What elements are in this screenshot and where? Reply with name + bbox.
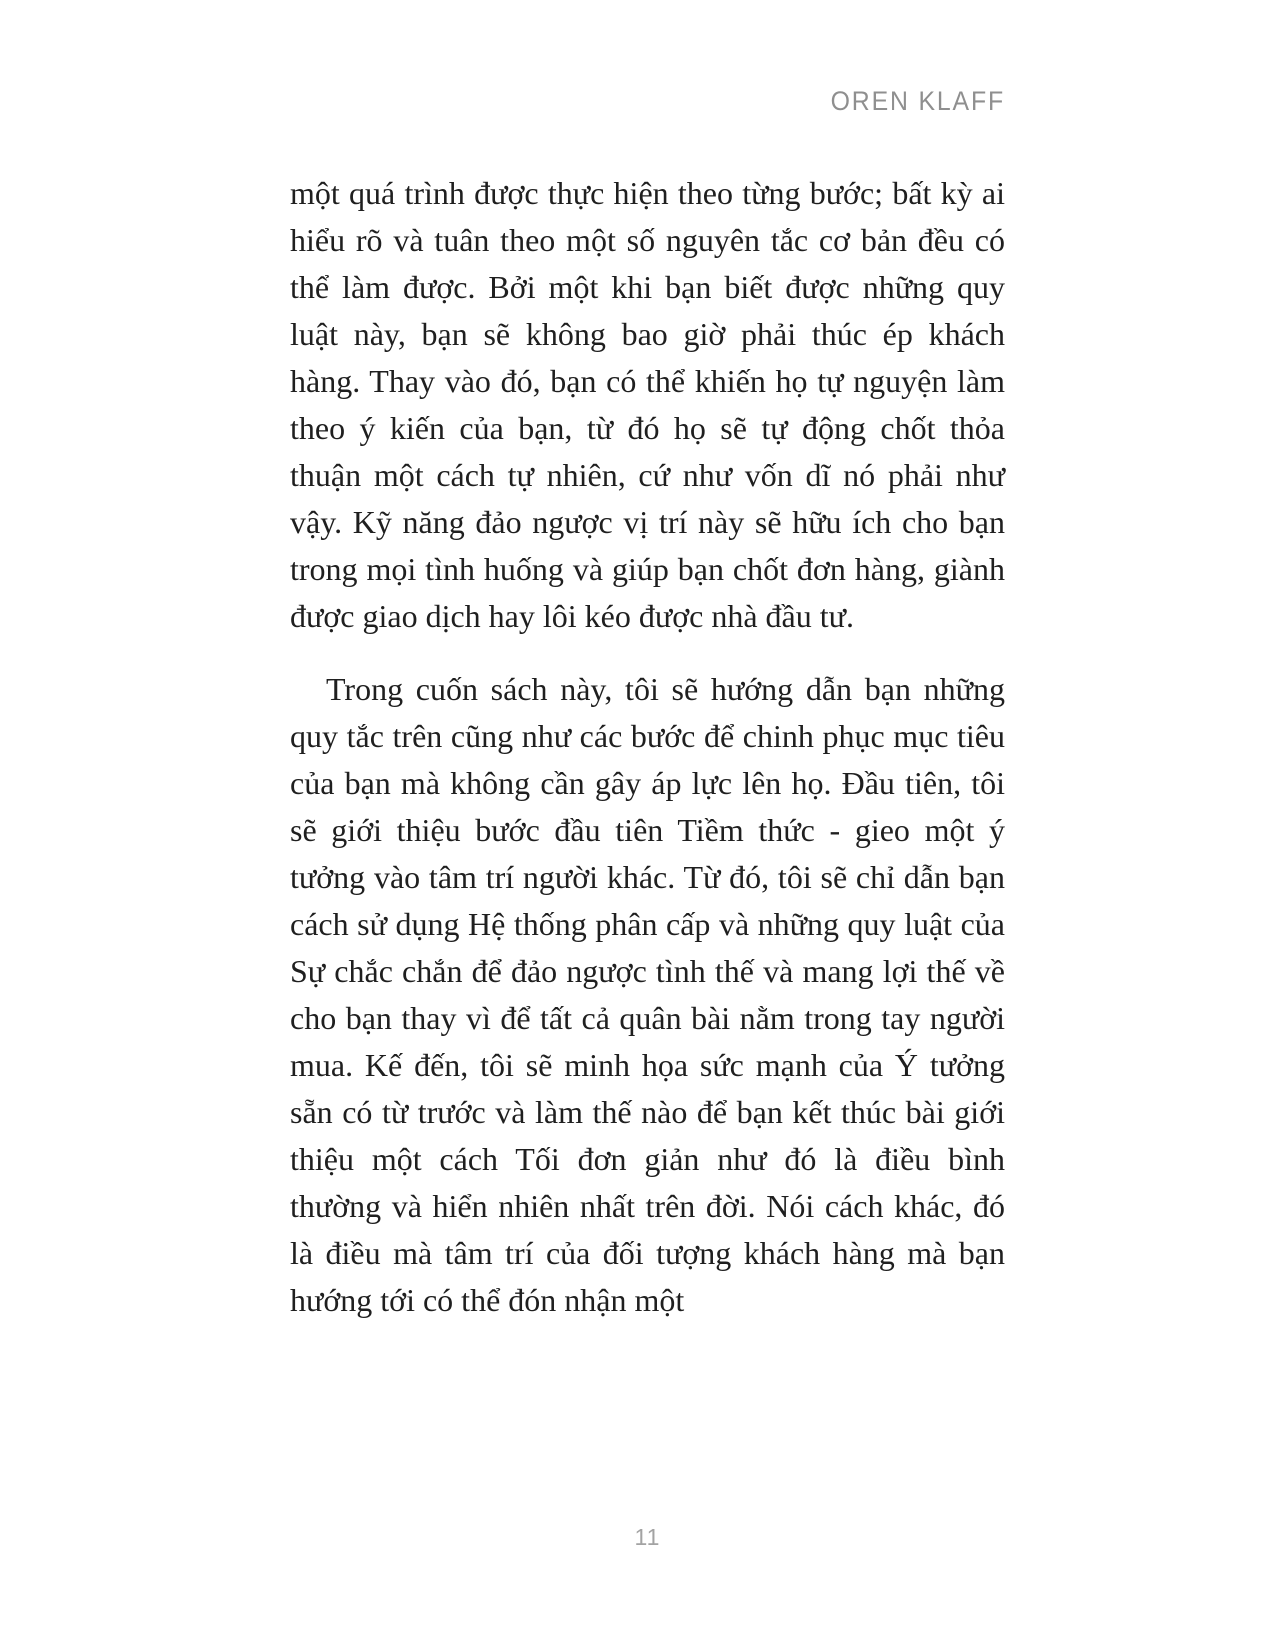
page-number: 11 bbox=[634, 1524, 661, 1550]
body-text-block bbox=[290, 170, 1005, 1324]
running-header-author: OREN KLAFF bbox=[830, 86, 1005, 116]
paragraph-1: một quá trình được thực hiện theo từng bước; bất kỳ ai hiểu rõ và tuân theo một số nguyên tắc cơ bản đều có thể làm được. Bởi một khi bạn biết được những quy luật này, bạn sẽ không bao giờ phải thúc ép khách hàng. Thay vào đó, bạn có thể khiến họ tự nguyện làm theo ý kiến của bạn, từ đó họ sẽ tự động chốt thỏa thuận một cách tự nhiên, cứ như vốn dĩ nó phải như vậy. Kỹ năng đảo ngược vị trí này sẽ hữu ích cho bạn trong mọi tình huống và giúp bạn chốt đơn hàng, giành được giao dịch hay lôi kéo được nhà đầu tư. bbox=[290, 175, 1005, 634]
paragraph-2: Trong cuốn sách này, tôi sẽ hướng dẫn bạn những quy tắc trên cũng như các bước để chinh phục mục tiêu của bạn mà không cần gây áp lực lên họ. Đầu tiên, tôi sẽ giới thiệu bước đầu tiên Tiềm thức - gieo một ý tưởng vào tâm trí người khác. Từ đó, tôi sẽ chỉ dẫn bạn cách sử dụng Hệ thống phân cấp và những quy luật của Sự chắc chắn để đảo ngược tình thế và mang lợi thế về cho bạn thay vì để tất cả quân bài nằm trong tay người mua. Kế đến, tôi sẽ minh họa sức mạnh của Ý tưởng sẵn có từ trước và làm thế nào để bạn kết thúc bài giới thiệu một cách Tối đơn giản như đó là điều bình thường và hiển nhiên nhất trên đời. Nói cách khác, đó là điều mà tâm trí của đối tượng khách hàng mà bạn hướng tới có thể đón nhận một bbox=[290, 671, 1005, 1318]
